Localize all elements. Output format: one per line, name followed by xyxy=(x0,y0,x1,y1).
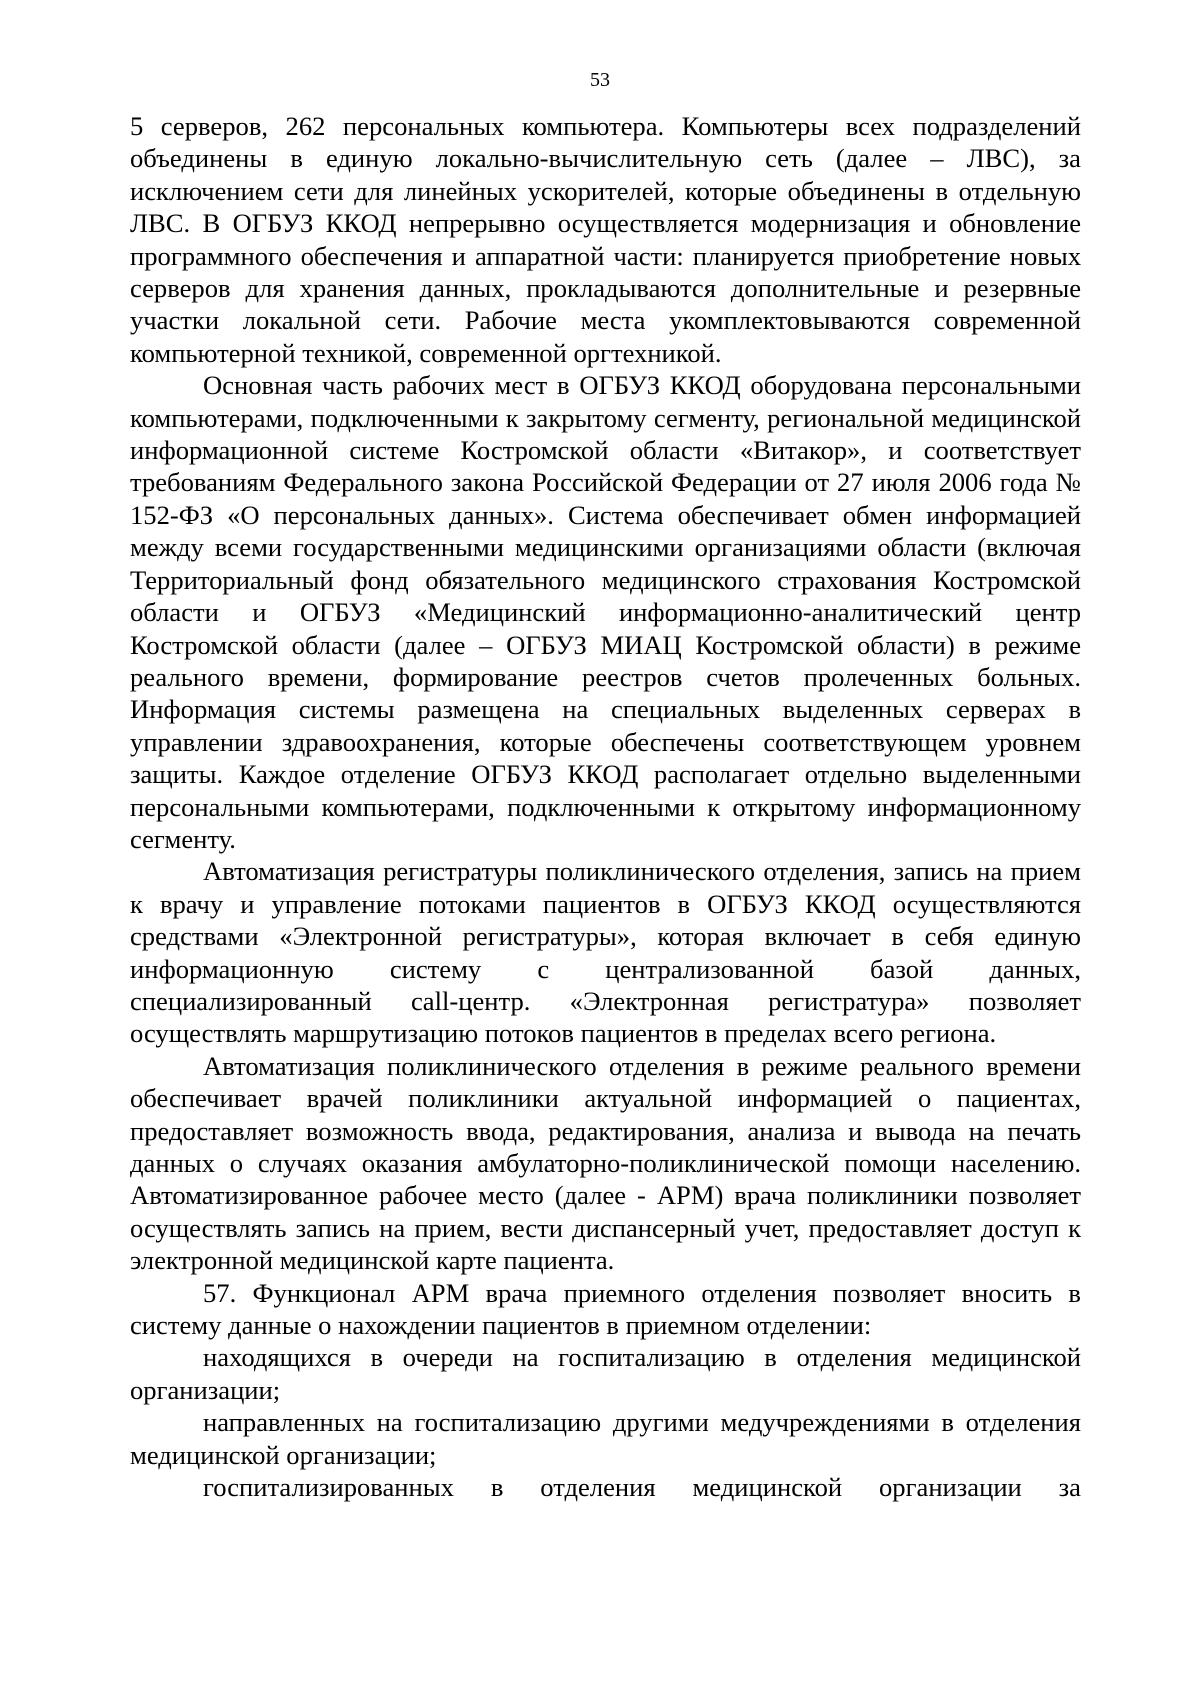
list-item: госпитализированных в отделения медицинской организации за xyxy=(203,1472,1081,1503)
paragraph: 57. Функционал АРМ врача приемного отделения позволяет вносить в систему данные о нахождении пациентов в приемном отделении: xyxy=(130,1277,1081,1341)
page-number: 53 xyxy=(590,69,610,91)
document-body xyxy=(130,110,1081,1503)
paragraph: Автоматизация поликлинического отделения в режиме реального времени обеспечивает врачей поликлиники актуальной информацией о пациентах, предоставляет возможность ввода, редактирования, анализа и вывода на печать данных о случаях оказания амбулаторно-поликлинической помощи населению. Автоматизированное рабочее место (далее - АРМ) врача поликлиники позволяет осуществлять запись на прием, вести диспансерный учет, предоставляет доступ к электронной медицинской карте пациента. xyxy=(130,1050,1081,1276)
paragraph: Основная часть рабочих мест в ОГБУЗ ККОД оборудована персональными компьютерами, подключенными к закрытому сегменту, региональной медицинской информационной системе Костромской области «Витакор», и соответствует требованиям Федерального закона Российской Федерации от 27 июля 2006 года № 152-ФЗ «О персональных данных». Система обеспечивает обмен информацией между всеми государственными медицинскими организациями области (включая Территориальный фонд обязательного медицинского страхования Костромской области и ОГБУЗ «Медицинский информационно-аналитический центр Костромской области (далее – ОГБУЗ МИАЦ Костромской области) в режиме реального времени, формирование реестров счетов пролеченных больных. Информация системы размещена на специальных выделенных серверах в управлении здравоохранения, которые обеспечены соответствующем уровнем защиты. Каждое отделение ОГБУЗ ККОД располагает отдельно выделенными персональными компьютерами, подключенными к открытому информационному сегменту. xyxy=(130,370,1081,854)
list-item: направленных на госпитализацию другими медучреждениями в отделения медицинской организации; xyxy=(130,1407,1081,1470)
paragraph: 5 серверов, 262 персональных компьютера. Компьютеры всех подразделений объединены в единую локально-вычислительную сеть (далее – ЛВС), за исключением сети для линейных ускорителей, которые объединены в отдельную ЛВС. В ОГБУЗ ККОД непрерывно осуществляется модернизация и обновление программного обеспечения и аппаратной части: планируется приобретение новых серверов для хранения данных, прокладываются дополнительные и резервные участки локальной сети. Рабочие места укомплектовываются современной компьютерной техникой, современной оргтехникой. xyxy=(130,111,1081,368)
list-item: находящихся в очереди на госпитализацию в отделения медицинской организации; xyxy=(130,1342,1081,1405)
paragraph: Автоматизация регистратуры поликлинического отделения, запись на прием к врачу и управление потоками пациентов в ОГБУЗ ККОД осуществляются средствами «Электронной регистратуры», которая включает в себя единую информационную систему с централизованной базой данных, специализированный call-центр. «Электронная регистратура» позволяет осуществлять маршрутизацию потоков пациентов в пределах всего региона. xyxy=(130,856,1081,1049)
